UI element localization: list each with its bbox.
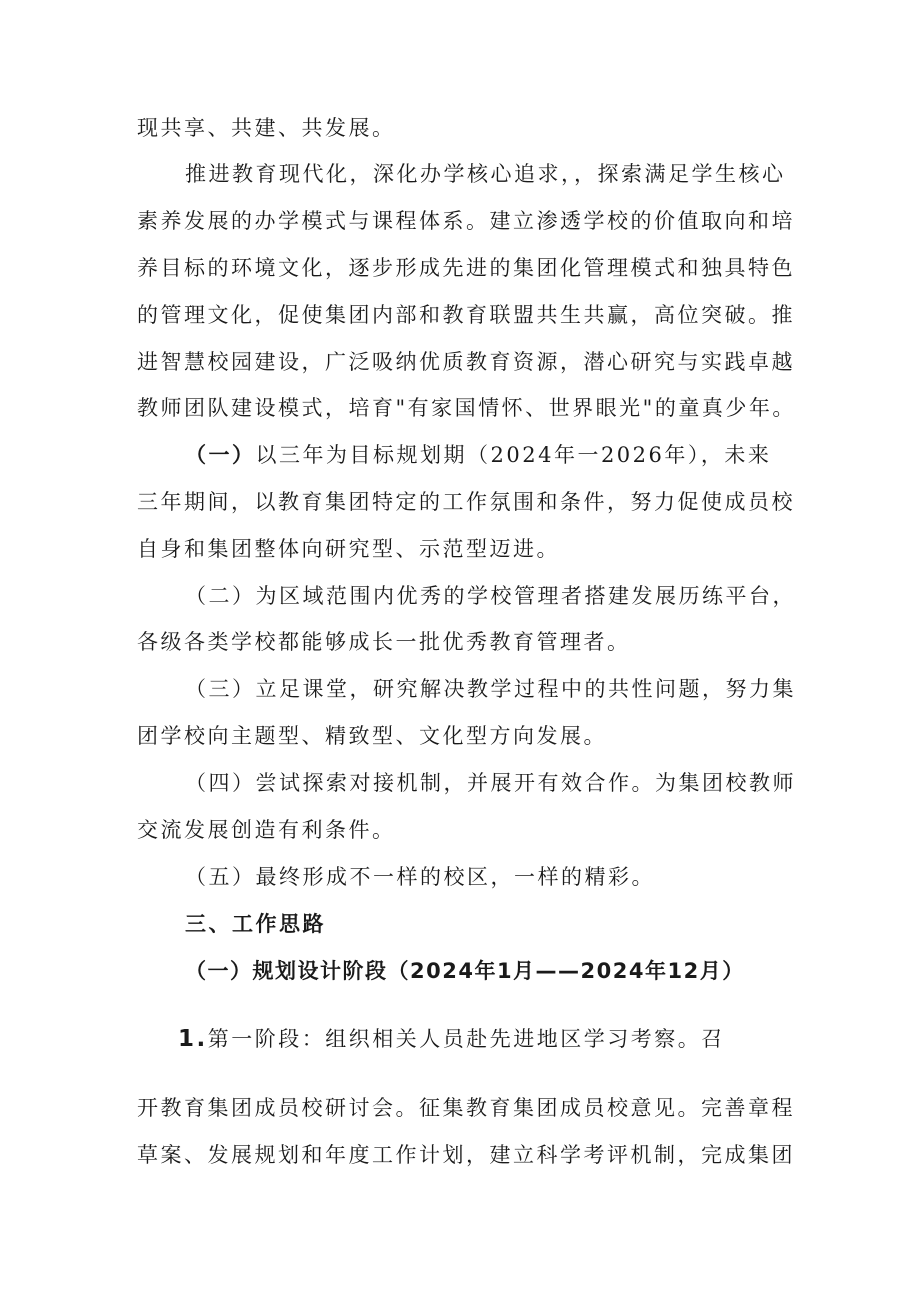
paragraph-line: 养目标的环境文化，逐步形成先进的集团化管理模式和独具特色 [137,256,795,280]
paragraph-line: 三年期间，以教育集团特定的工作氛围和条件，努力促使成员校 [137,490,795,514]
goal-text: 以三年为目标规划期（2024年一2026年），未来 [255,443,772,467]
paragraph-line: 开教育集团成员校研讨会。征集教育集团成员校意见。完善章程 [137,1096,795,1120]
stage-number: 1. [178,1026,208,1052]
paragraph-line: （二）为区域范围内优秀的学校管理者搭建发展历练平台， [185,584,796,608]
paragraph-line: 素养发展的办学模式与课程体系。建立渗透学校的价值取向和培 [137,209,795,233]
paragraph-line: 自身和集团整体向研究型、示范型迈进。 [137,537,560,561]
goal-line [185,440,845,470]
goal-prefix: （一） [185,443,256,467]
paragraph-line: 推进教育现代化，深化办学核心追求，，探索满足学生核心 [185,162,786,186]
paragraph-line: 的管理文化，促使集团内部和教育联盟共生共赢，高位突破。推 [137,303,795,327]
paragraph-line: 草案、发展规划和年度工作计划，建立科学考评机制，完成集团 [137,1143,795,1167]
stage-text: 第一阶段：组织相关人员赴先进地区学习考察。召 [207,1027,725,1051]
paragraph-line: （五）最终形成不一样的校区，一样的精彩。 [185,865,655,889]
paragraph-line: 现共享、共建、共发展。 [137,116,396,140]
section-heading: 三、工作思路 [185,912,326,936]
paragraph-line: 交流发展创造有利条件。 [137,818,396,842]
paragraph-line: （四）尝试探索对接机制，并展开有效合作。为集团校教师 [185,771,796,795]
subsection-heading: （一）规划设计阶段（2024年1月——2024年12月） [185,959,745,983]
paragraph-line: （三）立足课堂，研究解决教学过程中的共性问题，努力集 [185,677,796,701]
stage-line [178,1024,838,1054]
paragraph-line: 团学校向主题型、精致型、文化型方向发展。 [137,724,607,748]
paragraph-line: 各级各类学校都能够成长一批优秀教育管理者。 [137,630,631,654]
paragraph-line: 进智慧校园建设，广泛吸纳优质教育资源，潜心研究与实践卓越 [137,350,795,374]
paragraph-line: 教师团队建设模式，培育"有家国情怀、世界眼光"的童真少年。 [137,396,796,420]
